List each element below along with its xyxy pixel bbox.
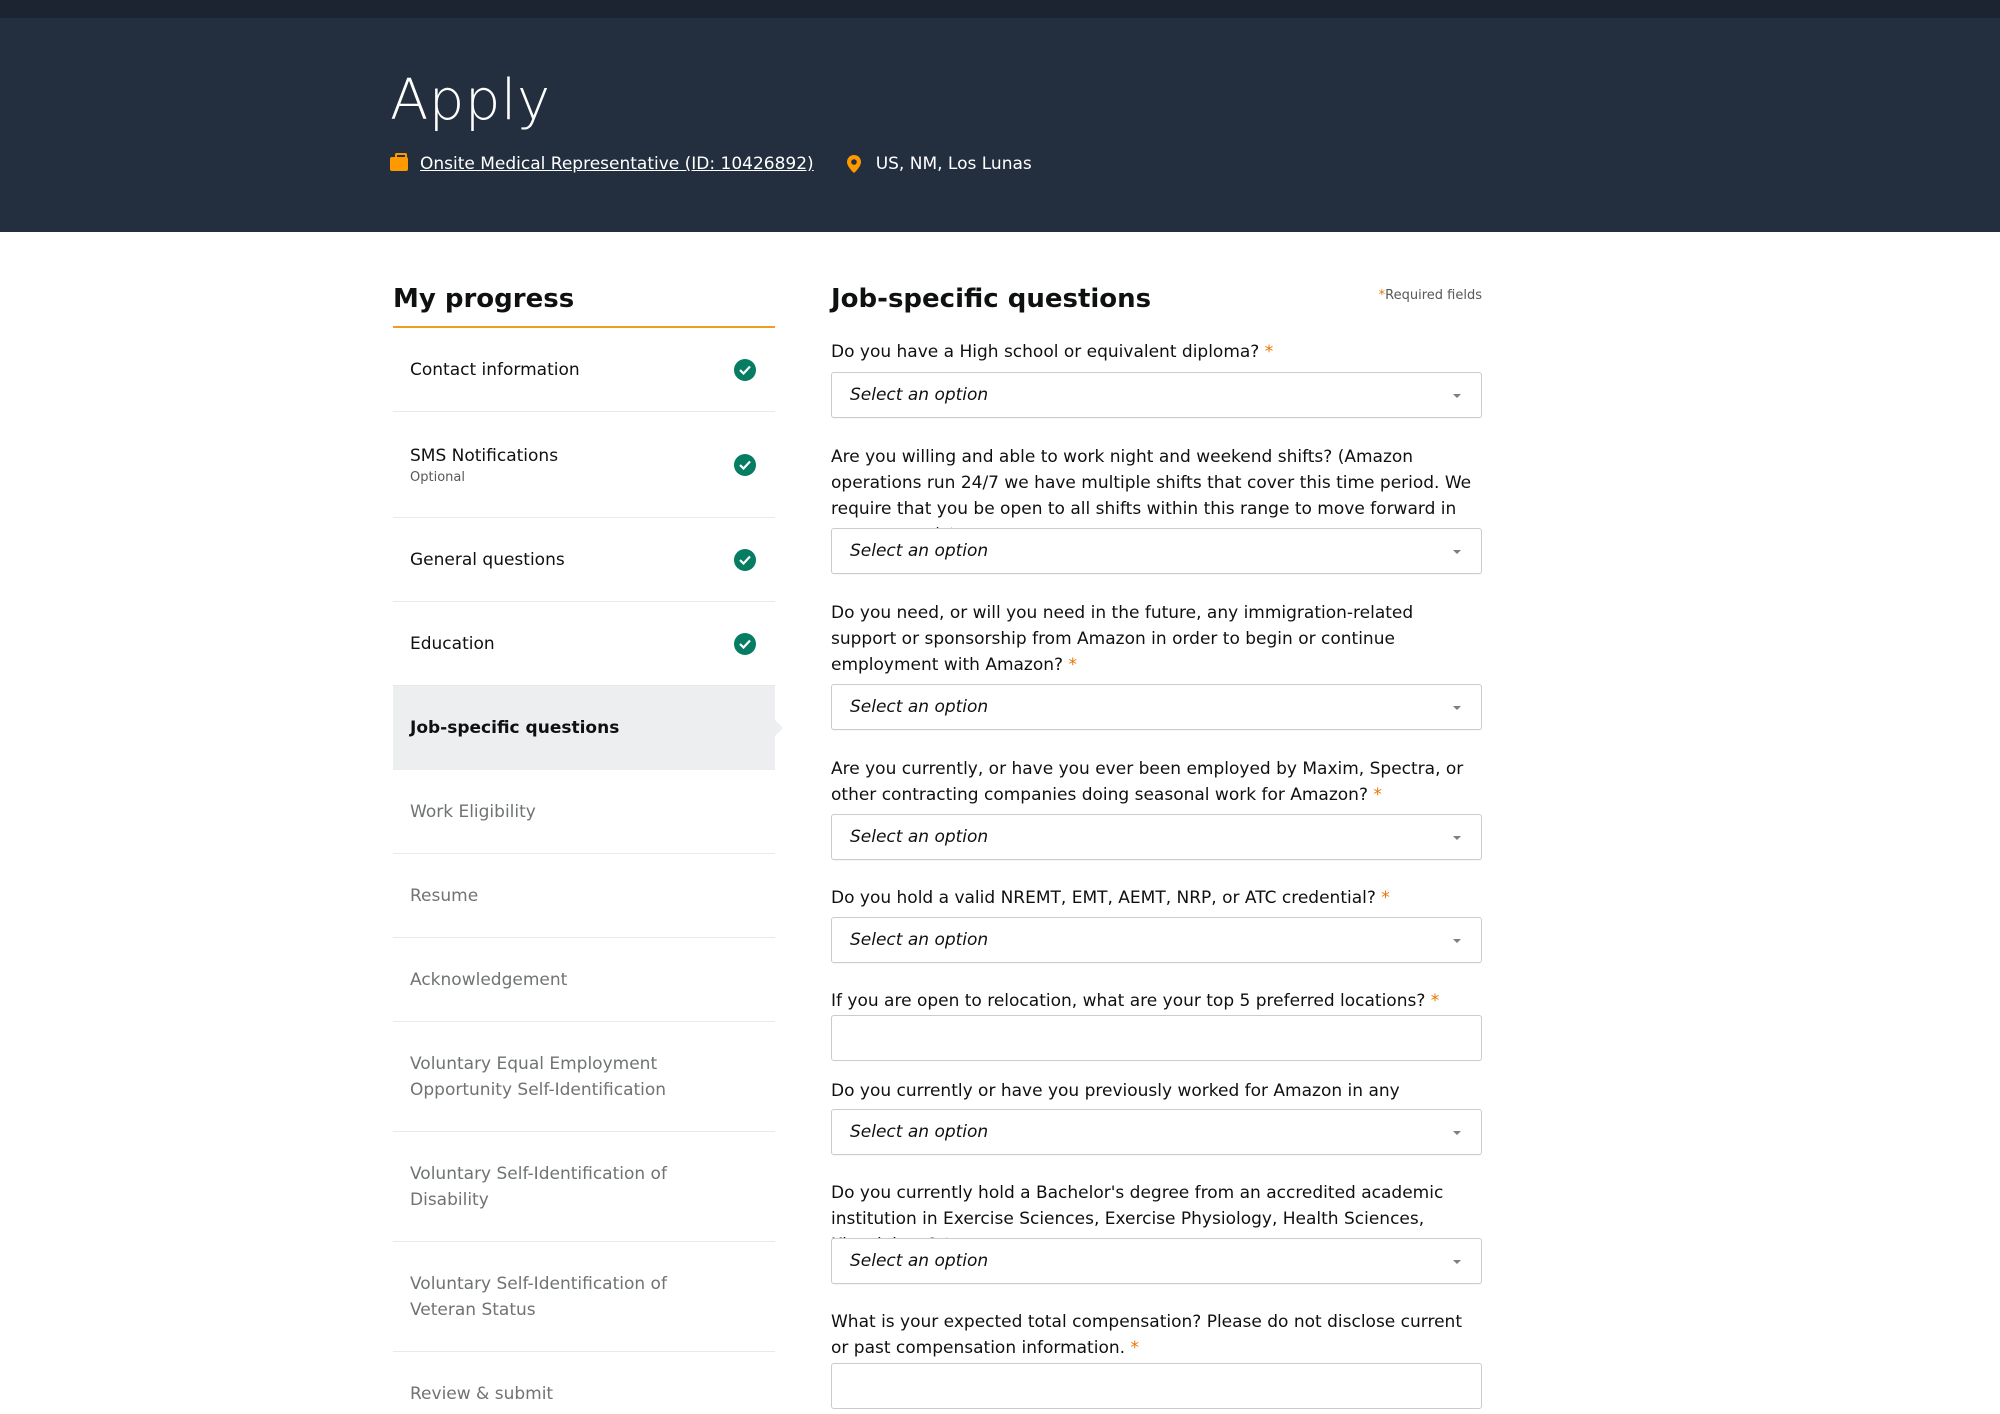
location-pin-icon	[844, 155, 864, 173]
question-label: Are you currently, or have you ever been employed by Maxim, Spectra, or other contracting companies doing seasonal work for Amazon? *	[831, 759, 1464, 805]
step-label: Work Eligibility	[410, 801, 536, 822]
shifts-select[interactable]: Select an option	[831, 528, 1482, 574]
bachelors-degree-select[interactable]: Select an option	[831, 1238, 1482, 1284]
step-work-eligibility[interactable]	[393, 770, 775, 854]
step-resume[interactable]	[393, 854, 775, 938]
step-education[interactable]	[393, 602, 775, 686]
job-questions-form	[831, 284, 1482, 1358]
step-sms-notifications[interactable]	[393, 412, 775, 518]
section-title: Job-specific questions	[831, 284, 1152, 314]
immigration-select[interactable]: Select an option	[831, 684, 1482, 730]
step-label: General questions	[410, 549, 565, 570]
question-label: Do you currently hold a Bachelor's degree from an accredited academic institution in Exercise Sciences, Exercise Physiology, Health Sciences,	[831, 1183, 1444, 1229]
step-acknowledgement[interactable]	[393, 938, 775, 1022]
relocation-input[interactable]	[831, 1015, 1482, 1061]
step-label: Contact information	[410, 359, 580, 380]
progress-title: My progress	[393, 284, 775, 328]
required-fields-note: *Required fields	[1378, 288, 1482, 303]
step-label: Acknowledgement	[410, 969, 568, 990]
page-header	[0, 18, 2000, 232]
check-circle-icon	[734, 454, 756, 476]
question-label: Are you willing and able to work night and weekend shifts? (Amazon operations run 24/7 we have multiple shifts that cover this time period. We require that you be open to all shifts within this range to move forward in	[831, 447, 1472, 519]
caret-down-icon	[1453, 836, 1461, 840]
step-label: Review & submit	[410, 1384, 554, 1404]
job-meta	[390, 154, 1032, 174]
check-circle-icon	[734, 633, 756, 655]
question-label: If you are open to relocation, what are your top 5 preferred locations? *	[831, 991, 1440, 1011]
caret-down-icon	[1453, 706, 1461, 710]
page-title: Apply	[390, 68, 551, 133]
step-label: SMS Notifications	[410, 445, 559, 466]
step-general-questions[interactable]	[393, 518, 775, 602]
question-label: What is your expected total compensation? Please do not disclose current or past compensation information. *	[831, 1312, 1462, 1358]
caret-down-icon	[1453, 939, 1461, 943]
credential-select[interactable]: Select an option	[831, 917, 1482, 963]
progress-sidebar	[393, 284, 775, 1414]
step-label: Voluntary Equal Employment Opportunity Self-Identification	[410, 1053, 667, 1100]
step-optional-label: Optional	[410, 469, 465, 485]
check-circle-icon	[734, 549, 756, 571]
question-label: Do you hold a valid NREMT, EMT, AEMT, NRP, or ATC credential? *	[831, 888, 1390, 908]
diploma-select[interactable]: Select an option	[831, 372, 1482, 418]
step-contact-information[interactable]	[393, 328, 775, 412]
step-voluntary-disability[interactable]	[393, 1132, 775, 1242]
compensation-input[interactable]	[831, 1363, 1482, 1409]
caret-down-icon	[1453, 1260, 1461, 1264]
contracting-select[interactable]: Select an option	[831, 814, 1482, 860]
caret-down-icon	[1453, 550, 1461, 554]
briefcase-icon	[390, 157, 408, 171]
step-label: Education	[410, 633, 495, 654]
question-label: Do you need, or will you need in the future, any immigration-related support or sponsorship from Amazon in order to begin or continue employment with Amazon? *	[831, 603, 1414, 675]
step-label: Job-specific questions	[410, 718, 620, 738]
step-voluntary-veteran[interactable]	[393, 1242, 775, 1352]
amazon-employment-select[interactable]: Select an option	[831, 1109, 1482, 1155]
job-location: US, NM, Los Lunas	[875, 154, 1032, 174]
step-label: Resume	[410, 885, 479, 906]
check-circle-icon	[734, 359, 756, 381]
caret-down-icon	[1453, 1131, 1461, 1135]
top-strip	[0, 0, 2000, 18]
job-title-link[interactable]: Onsite Medical Representative (ID: 10426892)	[420, 154, 814, 174]
caret-down-icon	[1453, 394, 1461, 398]
question-label: Do you currently or have you previously worked for Amazon in any	[831, 1081, 1400, 1101]
step-review-submit[interactable]	[393, 1352, 775, 1414]
step-job-specific-questions[interactable]	[393, 686, 775, 770]
step-label: Voluntary Self-Identification of Disability	[410, 1163, 667, 1210]
step-voluntary-eeo[interactable]	[393, 1022, 775, 1132]
question-label: Do you have a High school or equivalent diploma? *	[831, 342, 1274, 362]
step-label: Voluntary Self-Identification of Veteran Status	[410, 1273, 667, 1320]
